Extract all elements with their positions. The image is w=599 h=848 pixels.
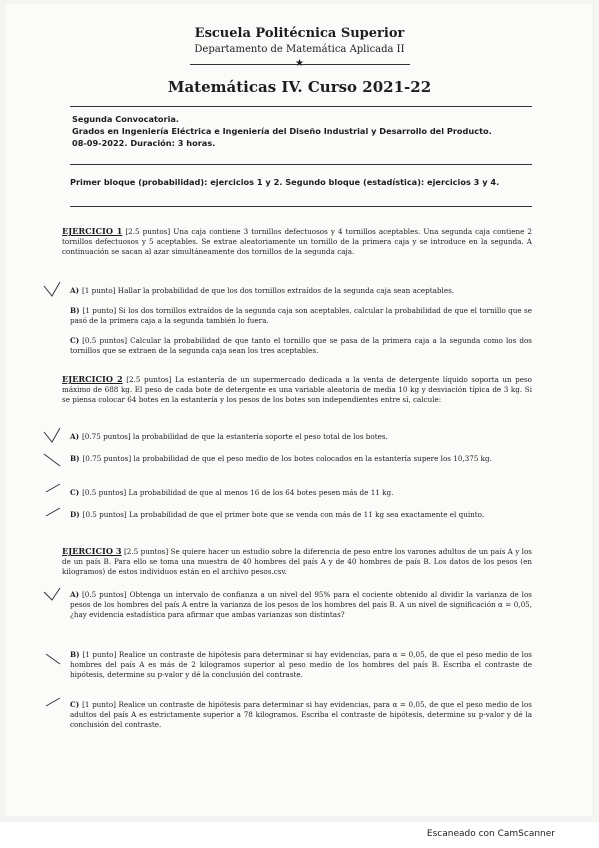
item-text: [1 punto] Realice un contraste de hipótesis para determinar si hay evidencias, para α = 0,05, de que el peso medio de los adultos del país A es estrictamente superior a 78 kilogramos. Escriba el contraste de hipótesis, determine su p-valor y dé la conclusión del contraste. [70, 700, 532, 729]
item-label: B) [70, 306, 80, 315]
item-label: B) [70, 454, 80, 463]
item-label: C) [70, 488, 80, 497]
slash-mark-icon [46, 484, 60, 492]
item-text: [1 punto] Hallar la probabilidad de que los dos tornillos extraídos de la segunda caja sean aceptables. [81, 286, 455, 295]
exercise-2-title: EJERCICIO 2 [62, 374, 123, 384]
course-title: Matemáticas IV. Curso 2021-22 [167, 78, 432, 96]
item-label: A) [70, 286, 79, 295]
slash-mark-icon [46, 654, 60, 664]
exercise-1-title: EJERCICIO 1 [62, 226, 123, 236]
item-label: C) [70, 336, 80, 345]
item-label: D) [70, 510, 80, 519]
item-text: [1 punto] Si los dos tornillos extraídos de la segunda caja son aceptables, calcular la probabilidad de que el tornillo que se pasó de la primera caja a la segunda también lo fuera. [70, 306, 532, 325]
exam-date-duration: 08-09-2022. Duración: 3 horas. [72, 138, 216, 148]
department-name: Departamento de Matemática Aplicada II [194, 44, 405, 55]
exercise-1-intro: [2.5 puntos] Una caja contiene 3 tornillos defectuosos y 4 tornillos aceptables. Una segunda caja contiene 2 tornillos defectuosos y 5 aceptables. Se extrae aleatoriamente un tornillo de la primera caja y se introduce en la segunda. A continuación se sacan al azar simultáneamente dos tornillos de la segunda caja. [62, 227, 532, 256]
item-text: [0.75 puntos] la probabilidad de que el peso medio de los botes colocados en la estantería supere los 10,375 kg. [82, 454, 492, 463]
item-label: B) [70, 650, 80, 659]
item-text: [1 punto] Realice un contraste de hipótesis para determinar si hay evidencias, para α = 0,05, de que el peso medio de los hombres del país A es más de 2 kilogramos superior al peso medio de los hombres del país B. Escriba el contraste de hipótesis, determine su p-valor y dé la conclusión del contraste. [70, 650, 532, 679]
item-text: [0.5 puntos] La probabilidad de que el primer bote que se venda con más de 11 kg sea exactamente el quinto. [82, 510, 485, 519]
exercise-2-intro: [2.5 puntos] La estantería de un supermercado dedicada a la venta de detergente líquido soporta un peso máximo de 688 kg. El peso de cada bote de detergente es una variable aleatoria de media 10 kg y desviación típica de 3 kg. Si se piensa colocar 64 botes en la estantería y los pesos de los botes son independientes entre sí, calcule: [62, 375, 532, 404]
scanner-footer [0, 822, 599, 848]
slash-mark-icon [46, 508, 60, 516]
star-ornament: ★ [295, 58, 304, 69]
school-name: Escuela Politécnica Superior [194, 26, 405, 41]
check-mark-icon [44, 588, 60, 600]
scanner-watermark: Escaneado con CamScanner [426, 829, 555, 839]
exercise-3-title: EJERCICIO 3 [62, 546, 122, 556]
item-label: A) [70, 432, 79, 441]
check-mark-icon [44, 428, 60, 442]
exercise-3-intro: [2.5 puntos] Se quiere hacer un estudio sobre la diferencia de peso entre los varones adultos de un país A y los de un país B. Para ello se toma una muestra de 40 hombres del país A y de 40 hombres de país B. Los datos de los pesos (en kilogramos) de estos individuos están en el archivo pesos.csv. [62, 547, 532, 576]
slash-mark-icon [44, 454, 60, 466]
check-mark-icon [44, 282, 60, 296]
item-text: [0.5 puntos] Calcular la probabilidad de que tanto el tornillo que se pasa de la primera caja a la segunda como los dos tornillos que se extraen de la segunda caja sean los tres aceptables. [70, 336, 532, 355]
item-text: [0.5 puntos] La probabilidad de que al menos 16 de los 64 botes pesen más de 11 kg. [82, 488, 394, 497]
exam-degrees: Grados en Ingeniería Eléctrica e Ingeniería del Diseño Industrial y Desarrollo del Producto. [72, 126, 492, 136]
item-label: C) [70, 700, 80, 709]
exam-blocks: Primer bloque (probabilidad): ejercicios 1 y 2. Segundo bloque (estadística): ejercicios 3 y 4. [70, 177, 500, 187]
exam-call: Segunda Convocatoria. [72, 114, 180, 124]
item-text: [0.75 puntos] la probabilidad de que la estantería soporte el peso total de los botes. [81, 432, 388, 441]
item-label: A) [70, 590, 79, 599]
slash-mark-icon [46, 698, 60, 706]
item-text: [0.5 puntos] Obtenga un intervalo de confianza a un nivel del 95% para el cociente obtenido al dividir la varianza de los pesos de los hombres del país A entre la varianza de los pesos de los hombres del país B. A un nivel de significación α = 0,05, ¿hay evidencia estadística para afirmar que ambas varianzas son distintas? [70, 590, 532, 619]
